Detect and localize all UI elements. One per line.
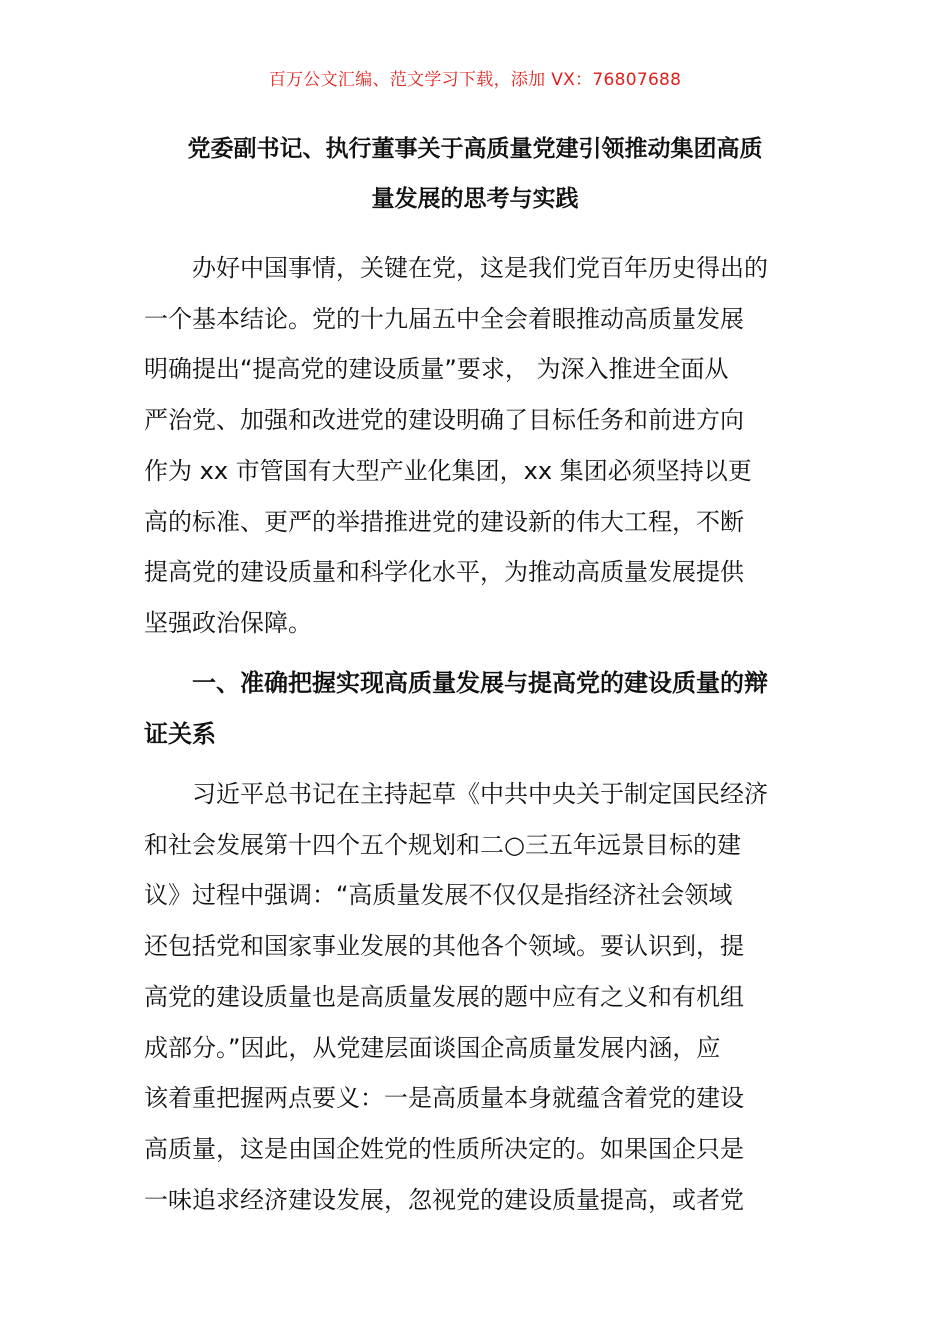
paragraph-line: 明确提出“提高党的建设质量”要求， 为深入推进全面从 (144, 355, 729, 384)
paragraph-line: 作为 xx 市管国有大型产业化集团，xx 集团必须坚持以更 (144, 456, 752, 485)
heading-line-2: 证关系 (144, 720, 216, 748)
paragraph-line: 高党的建设质量也是高质量发展的题中应有之义和有机组 (144, 982, 744, 1011)
paragraph-line: 议》过程中强调：“高质量发展不仅仅是指经济社会领域 (144, 881, 733, 910)
title-line-2: 量发展的思考与实践 (371, 186, 579, 212)
title-line-1: 党委副书记、执行董事关于高质量党建引领推动集团高质 (187, 136, 763, 162)
paragraph-line: 高的标准、更严的举措推进党的建设新的伟大工程，不断 (144, 507, 744, 536)
paragraph-line: 一个基本结论。党的十九届五中全会着眼推动高质量发展 (144, 304, 744, 333)
document-title (140, 124, 810, 224)
paragraph-line: 和社会发展第十四个五个规划和二○三五年远景目标的建 (144, 830, 741, 859)
paragraph-line: 该着重把握两点要义：一是高质量本身就蕴含着党的建设 (144, 1084, 744, 1113)
paragraph-line: 习近平总书记在主持起草《中共中央关于制定国民经济 (192, 780, 768, 808)
paragraph-line: 坚强政治保障。 (144, 608, 312, 637)
paragraph-line: 办好中国事情，关键在党，这是我们党百年历史得出的 (192, 254, 768, 282)
paragraph-line: 提高党的建设质量和科学化水平，为推动高质量发展提供 (144, 558, 744, 587)
section-heading-1 (144, 658, 808, 760)
paragraph-line: 成部分。”因此，从党建层面谈国企高质量发展内涵，应 (144, 1033, 721, 1062)
paragraph-section-1 (144, 769, 808, 1225)
header-promo-note: 百万公文汇编、范文学习下载，添加 VX：76807688 (268, 70, 682, 90)
heading-line-1: 一、准确把握实现高质量发展与提高党的建设质量的辩 (192, 669, 768, 697)
paragraph-line: 严治党、加强和改进党的建设明确了目标任务和前进方向 (144, 406, 744, 435)
paragraph-line: 还包括党和国家事业发展的其他各个领域。要认识到，提 (144, 932, 744, 961)
paragraph-line: 一味追求经济建设发展，忽视党的建设质量提高，或者党 (144, 1185, 744, 1214)
paragraph-line: 高质量，这是由国企姓党的性质所决定的。如果国企只是 (144, 1134, 744, 1163)
paragraph-intro (144, 243, 808, 649)
